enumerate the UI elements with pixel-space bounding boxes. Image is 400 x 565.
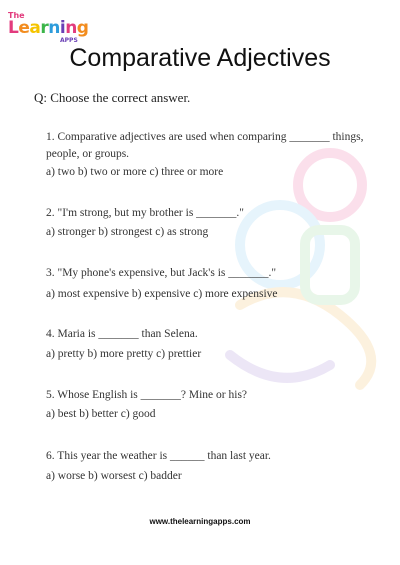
options-3: a) most expensive b) expensive c) more expensive [46, 288, 278, 300]
footer-url: www.thelearningapps.com [149, 517, 251, 526]
question-4: 4. Maria is _______ than Selena. [46, 328, 198, 340]
question-5: 5. Whose English is _______? Mine or his? [46, 389, 248, 401]
options-1: a) two b) two or more c) three or more [46, 166, 224, 178]
logo-the: The [8, 11, 25, 20]
page-title: Comparative Adjectives [69, 44, 331, 72]
question-2: 2. "I'm strong, but my brother is _______." [46, 207, 245, 219]
logo-learning: Learning [8, 18, 89, 38]
logo-apps: APPS [60, 37, 78, 44]
options-6: a) worse b) worsest c) badder [46, 470, 182, 482]
options-4: a) pretty b) more pretty c) prettier [46, 348, 202, 360]
options-2: a) stronger b) strongest c) as strong [46, 226, 209, 238]
question-6: 6. This year the weather is ______ than last year. [46, 450, 271, 462]
options-5: a) best b) better c) good [46, 408, 156, 420]
question-1: 1. Comparative adjectives are used when comparing _______ things, people, or groups. [46, 131, 364, 160]
question-3: 3. "My phone's expensive, but Jack's is _______." [46, 267, 277, 279]
logo [6, 5, 106, 47]
instruction: Q: Choose the correct answer. [34, 90, 191, 105]
